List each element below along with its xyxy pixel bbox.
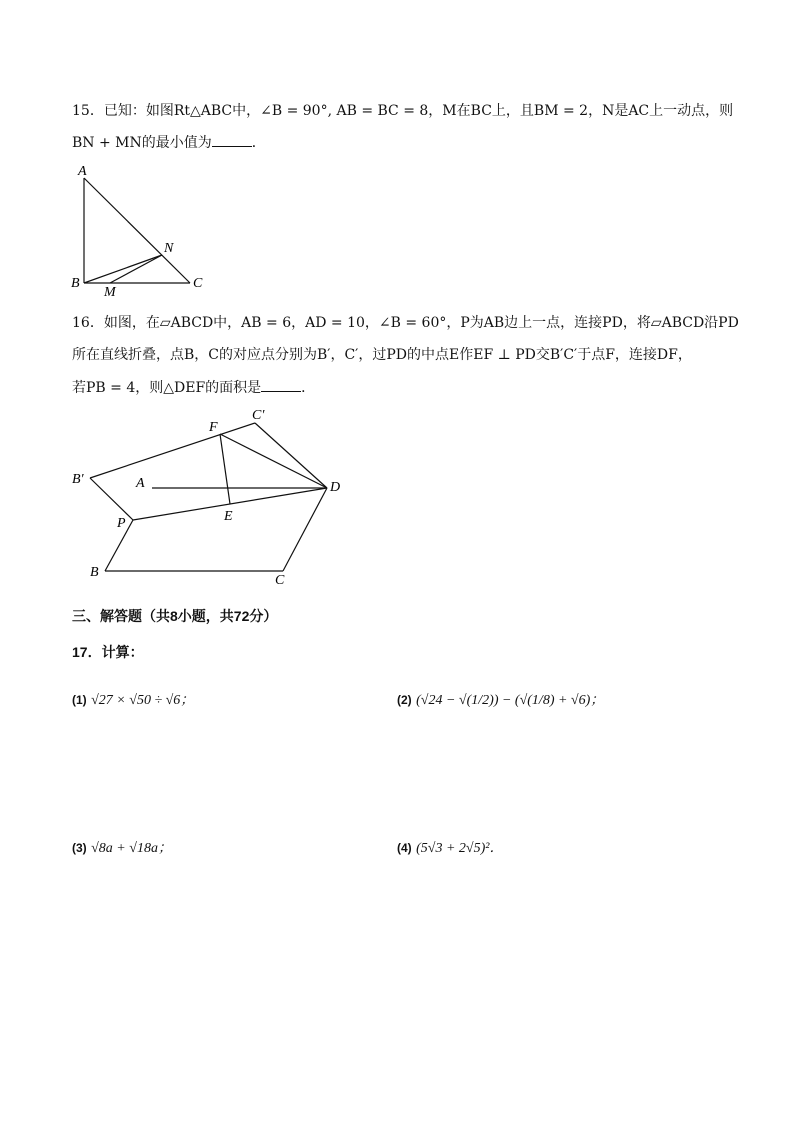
- q16-line3-text: 若PB = 4，则△DEF的面积是: [72, 380, 262, 396]
- q16-line3: [72, 377, 315, 398]
- q15-label-c: C: [193, 276, 203, 291]
- q15-line2-end: ．: [251, 135, 266, 151]
- q15-label-m: M: [104, 285, 116, 297]
- q16-seg-fe: [220, 434, 230, 504]
- q17-part1: [72, 688, 194, 713]
- q16-label-p: P: [117, 516, 126, 531]
- q17-part3-label: (3): [72, 841, 87, 855]
- answer-blank-q16: [261, 377, 301, 392]
- section-header: 三、解答题（共8小题，共72分）: [72, 608, 278, 624]
- q16-seg-bpcp: [90, 423, 255, 478]
- q16-seg-pbp: [90, 478, 133, 520]
- q16-label-bp: B′: [72, 472, 84, 487]
- q15-label-a: A: [78, 164, 87, 179]
- q15-label-b: B: [71, 276, 80, 291]
- q15-seg-bn: [84, 255, 162, 283]
- q16-label-a: A: [136, 476, 145, 491]
- q16-label-e: E: [224, 509, 233, 524]
- q16-line1: 16．如图，在▱ABCD中，AB = 6，AD = 10，∠B = 60°，P为AB边上一点，连接PD，将▱ABCD沿PD: [72, 315, 739, 331]
- q16-seg-cpd: [255, 423, 327, 488]
- q15-figure: [70, 162, 210, 297]
- q16-label-cp: C′: [252, 408, 265, 423]
- q16-label-c: C: [275, 573, 285, 588]
- q16-figure: [70, 405, 360, 590]
- q16-label-d: D: [330, 480, 341, 495]
- q15-seg-ac: [84, 178, 190, 283]
- q17-part4: [397, 836, 503, 861]
- q15-line2-text: BN + MN的最小值为: [72, 135, 212, 151]
- q16-seg-dc: [283, 488, 327, 571]
- q17-title: 17．计算：: [72, 644, 144, 660]
- q17-part2-label: (2): [397, 693, 412, 707]
- q17-part3-expr: √8a + √18a；: [91, 841, 172, 856]
- q17-part4-label: (4): [397, 841, 412, 855]
- q16-line3-end: ．: [301, 380, 316, 396]
- q17-part2: [397, 688, 604, 713]
- q17-part4-expr: (5√3 + 2√5)²．: [416, 841, 504, 856]
- q15-line2: [72, 132, 266, 153]
- answer-blank-q15: [212, 132, 252, 147]
- q17-part3: [72, 836, 172, 861]
- q17-part1-label: (1): [72, 693, 87, 707]
- q15-label-n: N: [164, 241, 174, 256]
- q16-line2: 所在直线折叠，点B，C的对应点分别为B′，C′，过PD的中点E作EF ⊥ PD交B′C′于点F，连接DF，: [72, 347, 692, 363]
- q16-label-b: B: [90, 565, 99, 580]
- q15-seg-mn: [110, 255, 162, 283]
- q17-part2-expr: (√24 − √(1/2)) − (√(1/8) + √6)；: [416, 693, 605, 708]
- q16-seg-fd: [220, 434, 327, 488]
- q17-part1-expr: √27 × √50 ÷ √6；: [91, 693, 195, 708]
- q15-line1: 15．已知：如图Rt△ABC中，∠B = 90°, AB = BC = 8，M在BC上，且BM = 2，N是AC上一动点，则: [72, 103, 734, 119]
- q16-label-f: F: [209, 420, 218, 435]
